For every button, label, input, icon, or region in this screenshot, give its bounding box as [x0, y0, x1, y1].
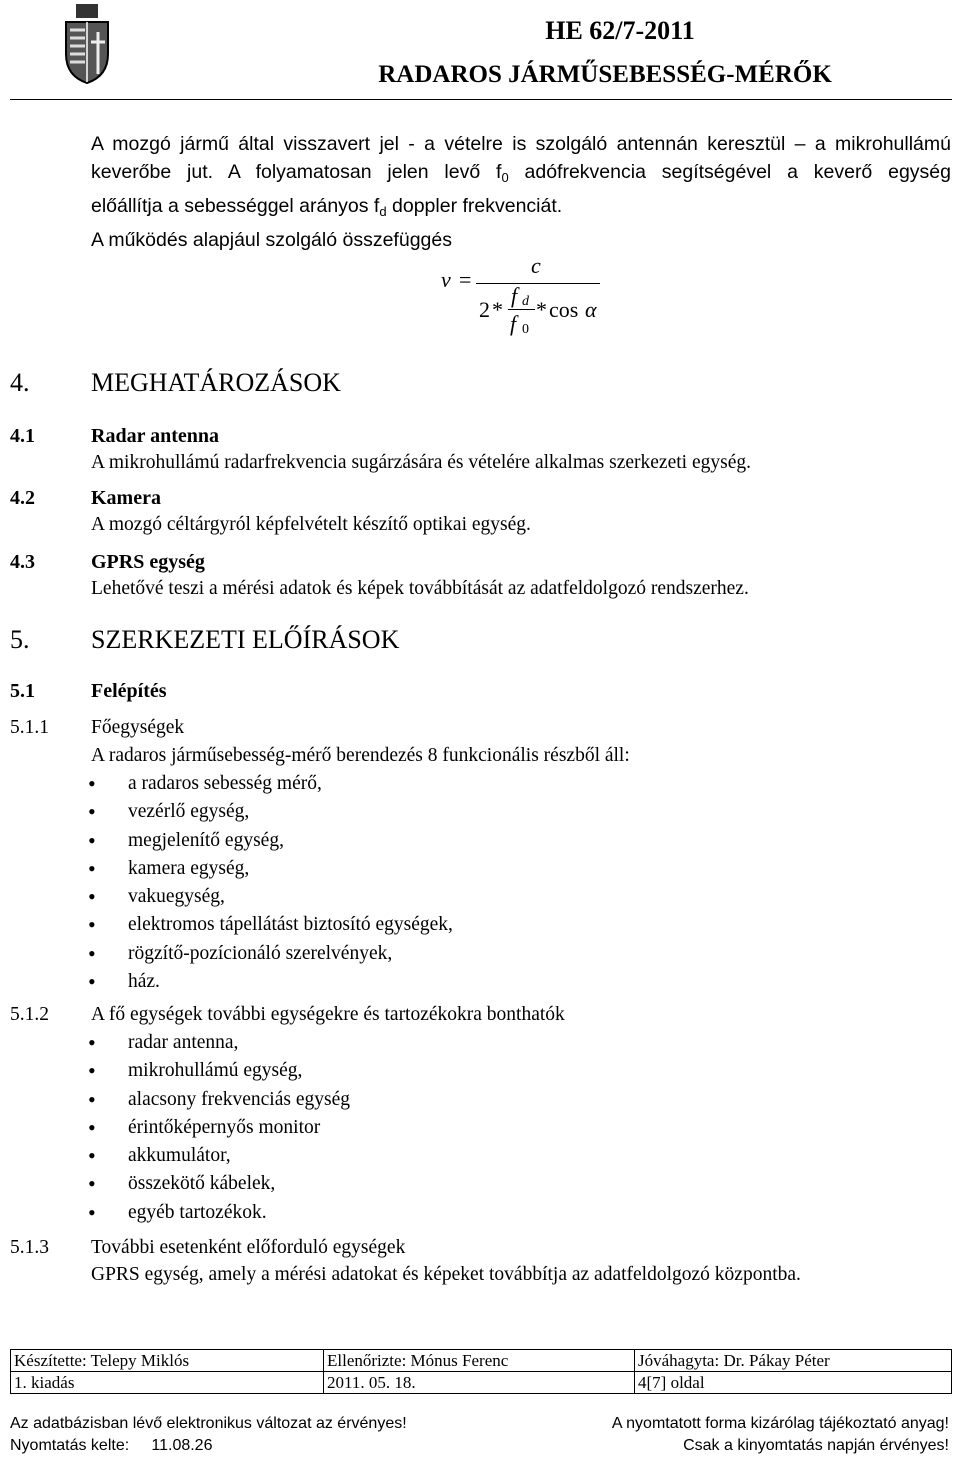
list-item: • összekötő kábelek,: [88, 1170, 350, 1198]
sub-units-list: [88, 1029, 350, 1227]
section-4-2-text: A mozgó céltárgyról képfelvételt készítő optikai egység.: [91, 514, 531, 535]
list-item: • egyéb tartozékok.: [88, 1199, 350, 1227]
approval-table: [10, 1349, 952, 1394]
section-5-1-3-text: GPRS egység, amely a mérési adatokat és képeket továbbítja az adatfeldolgozó központba.: [91, 1264, 801, 1285]
edition-cell: 1. kiadás: [11, 1372, 324, 1394]
list-item: • rögzítő-pozícionáló szerelvények,: [88, 940, 453, 968]
approved-by-cell: Jóváhagyta: Dr. Pákay Péter: [635, 1350, 952, 1372]
list-item: • ház.: [88, 968, 453, 996]
prepared-by-cell: Készítette: Telepy Miklós: [11, 1350, 324, 1372]
document-id: HE 62/7-2011: [545, 16, 695, 45]
list-item: • kamera egység,: [88, 855, 453, 883]
section-4-3-text: Lehetővé teszi a mérési adatok és képek továbbítását az adatfeldolgozó rendszerhez.: [91, 578, 749, 599]
document-title: RADAROS JÁRMŰSEBESSÉG-MÉRŐK: [378, 61, 832, 88]
list-item: • vezérlő egység,: [88, 798, 453, 826]
list-item: • vakuegység,: [88, 883, 453, 911]
list-item: • a radaros sebesség mérő,: [88, 770, 453, 798]
electronic-version-note: Az adatbázisban lévő elektronikus változat az érvényes!: [10, 1415, 407, 1432]
intro-paragraph: [91, 130, 951, 254]
intro-line-2: keverőbe jut. A folyamatosan jelen levő $f_0$ adófrekvencia segítségével a keverő egység: [91, 161, 951, 185]
velocity-formula: v = c 2 * f d f 0 * cos α: [425, 250, 635, 350]
intro-line-1: A mozgó jármű által visszavert jel - a vételre is szolgáló antennán keresztül – a mikrohullámú: [91, 133, 951, 155]
print-date: Nyomtatás kelte: 11.08.26: [10, 1437, 213, 1454]
list-item: • megjelenítő egység,: [88, 827, 453, 855]
list-item: • radar antenna,: [88, 1029, 350, 1057]
list-item: • érintőképernyős monitor: [88, 1114, 350, 1142]
section-5-1-1-text: A radaros járműsebesség-mérő berendezés 8 funkcionális részből áll:: [91, 745, 630, 766]
table-row: [11, 1372, 952, 1394]
header-divider: [10, 99, 952, 100]
table-row: [11, 1350, 952, 1372]
coat-of-arms-icon: [62, 4, 112, 84]
main-units-list: [88, 770, 453, 996]
intro-line-3: előállítja a sebességgel arányos $f_d$ doppler frekvenciát.: [91, 195, 563, 219]
page-number-cell: 4[7] oldal: [635, 1372, 952, 1394]
intro-line-4: A működés alapjául szolgáló összefüggés: [91, 229, 452, 251]
date-cell: 2011. 05. 18.: [324, 1372, 635, 1394]
print-validity-note: Csak a kinyomtatás napján érvényes!: [683, 1437, 949, 1454]
list-item: • alacsony frekvenciás egység: [88, 1086, 350, 1114]
list-item: • akkumulátor,: [88, 1142, 350, 1170]
section-4-1-text: A mikrohullámú radarfrekvencia sugárzására és vételére alkalmas szerkezeti egység.: [91, 452, 751, 473]
list-item: • mikrohullámú egység,: [88, 1057, 350, 1085]
checked-by-cell: Ellenőrizte: Mónus Ferenc: [324, 1350, 635, 1372]
list-item: • elektromos tápellátást biztosító egységek,: [88, 911, 453, 939]
printed-form-note: A nyomtatott forma kizárólag tájékoztató anyag!: [611, 1415, 949, 1432]
